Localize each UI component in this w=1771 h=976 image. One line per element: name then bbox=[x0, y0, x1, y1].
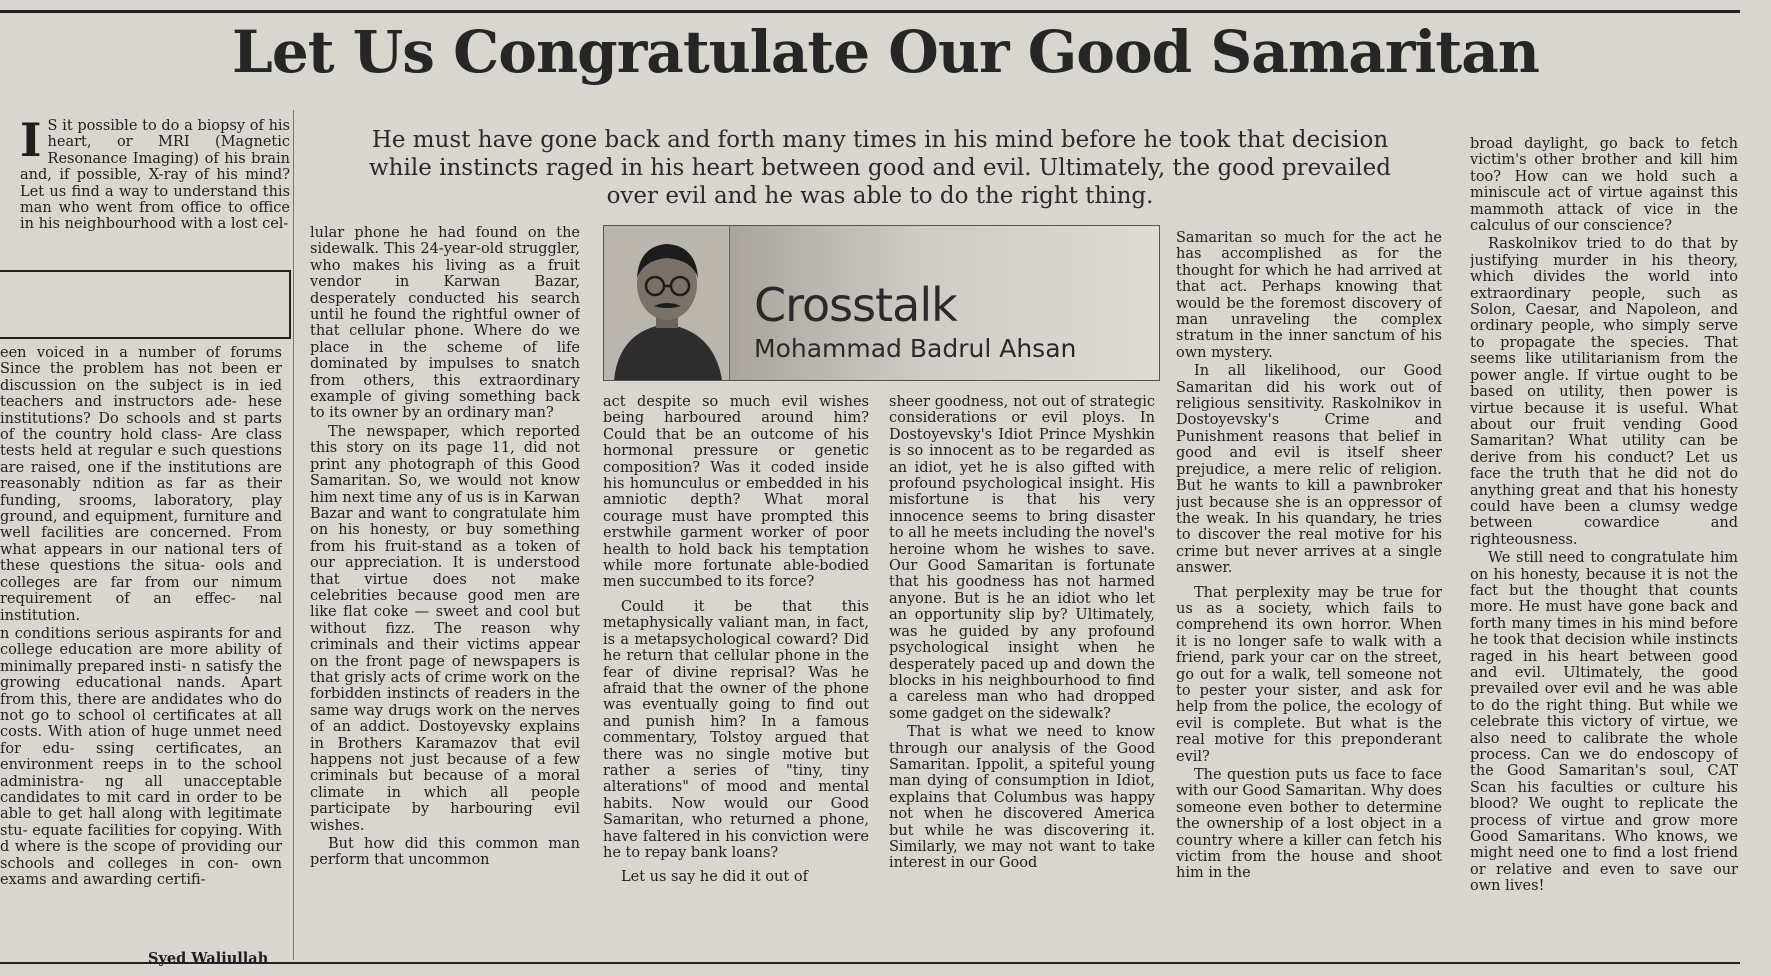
col5-paragraph-3: That perplexity may be true for us as a society, which fails to comprehend its own horror. When it is no longer safe to walk with a friend, park your car on the street, go out for a walk, tell someone not to pester your sister, and ask for help from the police, the ecology of evil is complete. But what is the real motive for this preponderant evil? bbox=[1176, 584, 1442, 765]
article-column-3 bbox=[603, 394, 869, 960]
pull-quote bbox=[330, 126, 1430, 210]
pull-quote-line-2: while instincts raged in his heart between good and evil. Ultimately, the good prevailed bbox=[369, 155, 1391, 181]
col2-paragraph-3: But how did this common man perform that uncommon bbox=[310, 836, 580, 869]
headline: Let Us Congratulate Our Good Samaritan bbox=[232, 18, 1539, 86]
article-column-5 bbox=[1176, 230, 1442, 960]
left-column-divider bbox=[293, 110, 294, 960]
col6-paragraph-2: Raskolnikov tried to do that by justifying murder in his theory, which divides the world into extraordinary people, such as Solon, Caesar, and Napoleon, and ordinary people, who simply serve to propagate the species. That seems like utilitarianism from the power angle. If virtue ought to be based on utility, then power is virtue because it is useful. What about our fruit vending Good Samaritan? What utility can be derive from his conduct? Let us face the truth that he did not do anything great and that his honesty could have been a clumsy wedge between cowardice and righteousness. bbox=[1470, 236, 1738, 548]
col2-paragraph-2: The newspaper, which reported this story on its page 11, did not print any photograph of this Good Samaritan. So, we would not know him next time any of us is in Karwan Bazar and want to congratulate him on his honesty, or buy something from his fruit-stand as a token of our appreciation. It is understood that virtue does not make celebrities because good men are like flat coke — sweet and cool but without fizz. The reason why criminals and their victims appear on the front page of newspapers is that grisly acts of crime work on the forbidden instincts of readers in the same way drugs work on the nerves of an addict. Dostoyevsky explains in Brothers Karamazov that evil happens not just because of a few criminals but because of a moral climate in which all people participate by harbouring evil wishes. bbox=[310, 423, 580, 834]
col2-paragraph-1: lular phone he had found on the sidewalk. This 24-year-old struggler, who makes his living as a fruit vendor in Karwan Bazar, desperately conducted his search until he found the rightful owner of that cellular phone. Where do we place in the scheme of life dominated by impulses to snatch from others, this extraordinary example of giving something back to its owner by an ordinary man? bbox=[310, 225, 580, 422]
pull-quote-line-3: over evil and he was able to do the right thing. bbox=[606, 183, 1154, 209]
crosstalk-title: Crosstalk bbox=[754, 278, 957, 332]
col3-paragraph-3: Let us say he did it out of bbox=[621, 869, 808, 886]
left-box-rule-bottom bbox=[0, 337, 290, 339]
col5-paragraph-1: Samaritan so much for the act he has accomplished as for the thought for which he had arrived at that act. Perhaps knowing that would be the foremost discovery of man unraveling the complex stratum in the inner sanctum of his own mystery. bbox=[1176, 230, 1442, 361]
left-paragraph-1: een voiced in a number of forums Since the problem has not been er discussion on the subject is in ied teachers and instructors ade- hese institutions? Do schools and st parts of the country hold class- Are class tests held at regular e such questions are raised, one if the institutions are reasonably ndition as far as their funding, srooms, laboratory, play ground, and equipment, furniture and well facilities are concerned. From what appears in our national ters of these questions the situa- ools and colleges are far from our nimum requirement of an effec- nal institution. bbox=[0, 345, 282, 624]
col5-paragraph-2: In all likelihood, our Good Samaritan did his work out of religious sensitivity. Raskolnikov in Dostoyevsky's Crime and Punishment reasons that belief in good and evil is itself sheer prejudice, a mere relic of religion. But he wants to kill a pawnbroker just because she is an oppressor of the weak. In his quandary, he tries to discover the real motive for his crime but never arrives at a single answer. bbox=[1176, 363, 1442, 577]
col3-paragraph-2: Could it be that this metaphysically valiant man, in fact, is a metapsychological coward? Did he return that cellular phone in the fear of divine reprisal? Was he afraid that the owner of the phone was eventually going to find out and punish him? In a famous commentary, Tolstoy argued that there was no single motive but rather a series of "tiny, tiny alterations" of mood and mental habits. Now would our Good Samaritan, who returned a phone, have faltered in his conviction were he to repay bank loans? bbox=[603, 598, 869, 861]
pull-quote-line-1: He must have gone back and forth many times in his mind before he took that decision bbox=[371, 127, 1389, 153]
article-column-6 bbox=[1470, 136, 1738, 960]
intro-text: S it possible to do a biopsy of his heart, or MRI (Magnetic Resonance Imaging) of his brain and, if possible, X-ray of his mind? Let us find a way to understand this man who went from office to office in his neighbourhood with a lost cel- bbox=[20, 118, 290, 233]
col4-paragraph-2: That is what we need to know through our analysis of the Good Samaritan. Ippolit, a spiteful young man dying of consumption in Idiot, explains that Columbus was happy not when he discovered America but while he was discovering it. Similarly, we may not want to take interest in our Good bbox=[889, 724, 1155, 872]
crosstalk-box bbox=[603, 225, 1160, 381]
col6-paragraph-3: We still need to congratulate him on his honesty, because it is not the fact but the thought that counts more. He must have gone back and forth many times in his mind before he took that decision while instincts raged in his heart between good and evil. Ultimately, the good prevailed over evil and he was able to do the right thing. But while we celebrate this victory of virtue, we also need to calibrate the whole process. Can we do endoscopy of the Good Samaritan's soul, CAT Scan his faculties or culture his blood? We ought to replicate the process of virtue and grow more Good Samaritans. Who knows, we might need one to find a lost friend or relative and even to save our own lives! bbox=[1470, 550, 1738, 895]
col3-paragraph-1: act despite so much evil wishes being harboured around him? Could that be an outcome of his hormonal pressure or genetic composition? Was it coded inside his homunculus or embedded in his amniotic depth? What moral courage must have prompted this erstwhile garment worker of poor health to hold back his temptation while more fortunate able-bodied men succumbed to its force? bbox=[603, 394, 869, 591]
top-rule bbox=[0, 10, 1740, 13]
col6-paragraph-1: broad daylight, go back to fetch victim's other brother and kill him too? How can we hold such a miniscule act of virtue against this mammoth attack of vice in the calculus of our conscience? bbox=[1470, 136, 1738, 235]
article-column-4 bbox=[889, 394, 1155, 960]
left-paragraph-2: n conditions serious aspirants for and college education are more ability of minimally prepared insti- n satisfy the growing educational nands. Apart from this, there are andidates who do not go to school ol certificates at all costs. With ation of huge unmet need for edu- ssing certificates, an environment reeps in to the school administra- ng all unacceptable candidates to mit card in order to be able to get hall along with legitimate stu- equate facilities for copying. With d where is the scope of providing our schools and colleges in con- own exams and awarding certifi- bbox=[0, 625, 282, 888]
author-portrait-icon bbox=[604, 226, 729, 380]
drop-cap: I bbox=[20, 118, 42, 167]
col4-paragraph-1: sheer goodness, not out of strategic considerations or evil ploys. In Dostoyevsky's Idiot Prince Myshkin is so innocent as to be regarded as an idiot, yet he is also gifted with profound psychological insight. His misfortune is that his very innocence seems to bring disaster to all he meets including the novel's heroine whom he wishes to save. Our Good Samaritan is fortunate that his goodness has not harmed anyone. But is he an idiot who let an opportunity slip by? Ultimately, was he guided by any profound psychological insight when he desperately paced up and down the blocks in his neighbourhood to find a careless man who had dropped some gadget on the sidewalk? bbox=[889, 394, 1155, 722]
left-box-rule-top bbox=[0, 270, 290, 272]
intro-column bbox=[20, 118, 290, 258]
byline: Syed Waliullah bbox=[148, 950, 269, 967]
left-box-rule-side bbox=[289, 270, 291, 339]
article-column-2 bbox=[310, 225, 580, 960]
author-photo bbox=[604, 226, 730, 380]
col5-paragraph-4: The question puts us face to face with our Good Samaritan. Why does someone even bother to determine the ownership of a lost object in a country where a killer can fetch his victim from the house and shoot him in the bbox=[1176, 767, 1442, 882]
crosstalk-author: Mohammad Badrul Ahsan bbox=[754, 334, 1077, 363]
left-partial-column bbox=[0, 345, 282, 945]
